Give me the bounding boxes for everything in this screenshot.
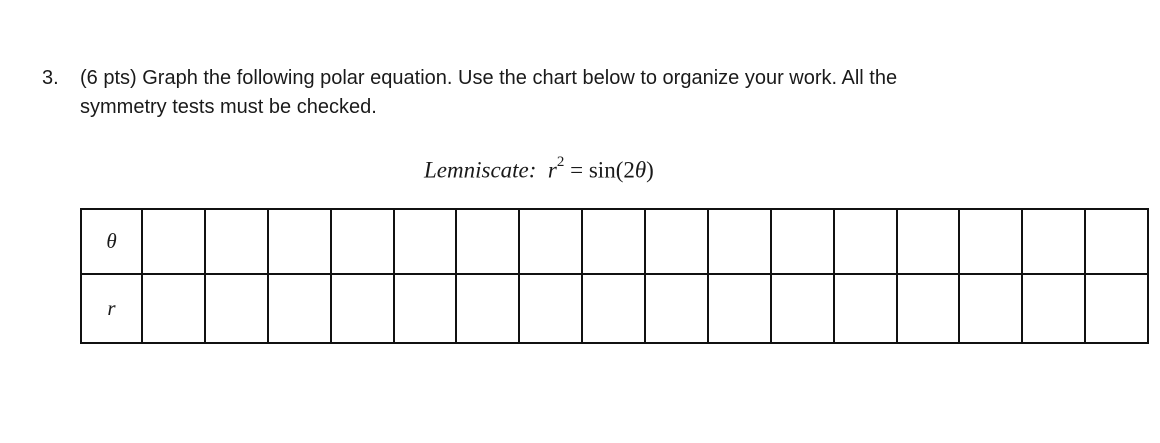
theta-value-cell[interactable]	[205, 209, 268, 274]
theta-value-cell[interactable]	[708, 209, 771, 274]
theta-value-cell[interactable]	[582, 209, 645, 274]
equation-label: Lemniscate:	[424, 157, 537, 183]
equation-rhs-function: sin(2	[588, 157, 635, 183]
equation-rhs-close: )	[646, 157, 654, 183]
problem-number: 3.	[42, 67, 59, 89]
theta-value-cell[interactable]	[897, 209, 960, 274]
theta-value-cell[interactable]	[268, 209, 331, 274]
r-value-cell[interactable]	[834, 274, 897, 343]
theta-value-cell[interactable]	[394, 209, 457, 274]
problem-text-line-1: (6 pts) Graph the following polar equation. Use the chart below to organize your work. All the	[80, 67, 898, 89]
table-row-r	[81, 274, 1148, 343]
r-value-cell[interactable]	[771, 274, 834, 343]
r-value-cell[interactable]	[205, 274, 268, 343]
r-value-cell[interactable]	[959, 274, 1022, 343]
equation-rhs-variable: θ	[634, 157, 647, 183]
r-value-cell[interactable]	[142, 274, 205, 343]
r-value-cell[interactable]	[1022, 274, 1085, 343]
theta-value-cell[interactable]	[456, 209, 519, 274]
r-value-cell[interactable]	[394, 274, 457, 343]
problem-statement	[42, 64, 1042, 122]
theta-value-cell[interactable]	[959, 209, 1022, 274]
theta-value-cell[interactable]	[771, 209, 834, 274]
r-value-cell[interactable]	[645, 274, 708, 343]
theta-value-cell[interactable]	[1022, 209, 1085, 274]
r-value-cell[interactable]	[897, 274, 960, 343]
row-header-r: r	[81, 274, 142, 343]
table-row-theta	[81, 209, 1148, 274]
theta-value-cell[interactable]	[1085, 209, 1148, 274]
work-chart-table	[80, 208, 1149, 344]
r-value-cell[interactable]	[456, 274, 519, 343]
equation-lhs-variable: r	[547, 157, 557, 183]
polar-equation	[424, 150, 654, 186]
theta-value-cell[interactable]	[519, 209, 582, 274]
r-value-cell[interactable]	[331, 274, 394, 343]
r-value-cell[interactable]	[268, 274, 331, 343]
row-header-theta: θ	[81, 209, 142, 274]
theta-value-cell[interactable]	[834, 209, 897, 274]
theta-value-cell[interactable]	[331, 209, 394, 274]
equation-equals: =	[570, 157, 584, 183]
equation-lhs-exponent: 2	[556, 154, 565, 170]
r-value-cell[interactable]	[1085, 274, 1148, 343]
theta-value-cell[interactable]	[645, 209, 708, 274]
theta-value-cell[interactable]	[142, 209, 205, 274]
problem-text-line-2: symmetry tests must be checked.	[80, 96, 377, 118]
problem-text	[80, 64, 1042, 122]
r-value-cell[interactable]	[519, 274, 582, 343]
r-value-cell[interactable]	[708, 274, 771, 343]
r-value-cell[interactable]	[582, 274, 645, 343]
